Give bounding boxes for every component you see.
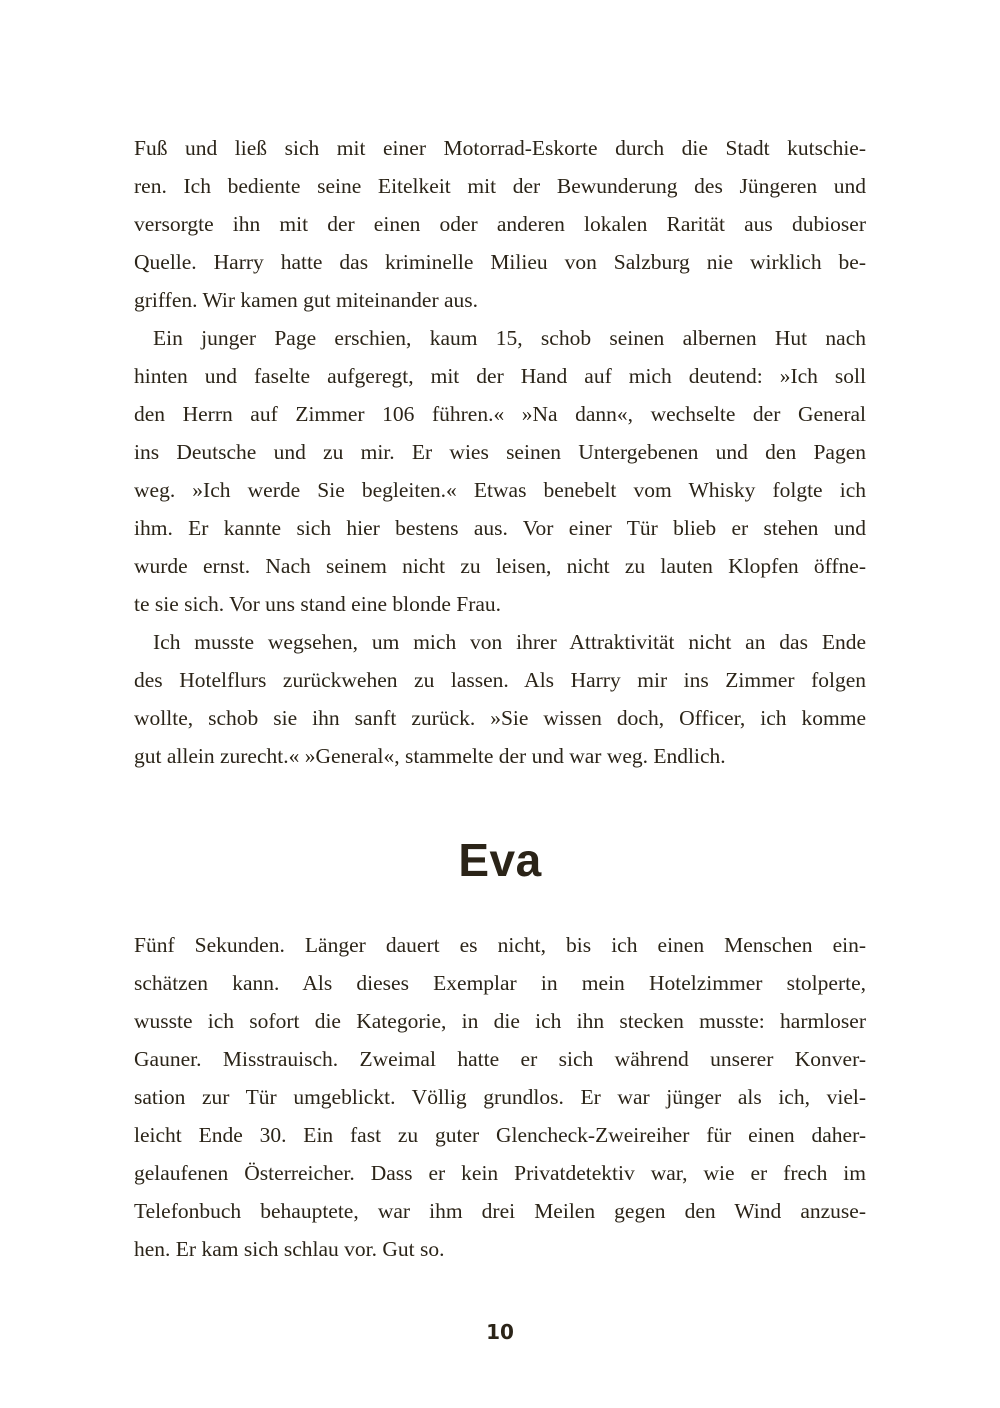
text-line: Fünf Sekunden. Länger dauert es nicht, bis ich einen Menschen ein- xyxy=(134,933,866,957)
text-line: griffen. Wir kamen gut miteinander aus. xyxy=(134,288,479,312)
text-line: Fuß und ließ sich mit einer Motorrad-Eskorte durch die Stadt kutschie- xyxy=(134,136,866,160)
text-line: Quelle. Harry hatte das kriminelle Milieu von Salzburg nie wirklich be- xyxy=(134,250,866,274)
text-line: Ein junger Page erschien, kaum 15, schob seinen albernen Hut nach xyxy=(153,326,866,350)
text-line: gut allein zurecht.« »General«, stammelte der und war weg. Endlich. xyxy=(134,744,726,768)
text-line: wurde ernst. Nach seinem nicht zu leisen, nicht zu lauten Klopfen öffne- xyxy=(134,554,866,578)
text-line: des Hotelflurs zurückwehen zu lassen. Als Harry mir ins Zimmer folgen xyxy=(134,668,866,692)
text-line: te sie sich. Vor uns stand eine blonde Frau. xyxy=(134,592,502,616)
text-line: gelaufenen Österreicher. Dass er kein Privatdetektiv war, wie er frech im xyxy=(134,1161,866,1185)
text-line: versorgte ihn mit der einen oder anderen lokalen Rarität aus dubioser xyxy=(134,212,866,236)
text-line: ins Deutsche und zu mir. Er wies seinen Untergebenen und den Pagen xyxy=(134,440,866,464)
text-line: Telefonbuch behauptete, war ihm drei Meilen gegen den Wind anzuse- xyxy=(134,1199,866,1223)
text-line: leicht Ende 30. Ein fast zu guter Glencheck-Zweireiher für einen daher- xyxy=(134,1123,866,1147)
text-line: Ich musste wegsehen, um mich von ihrer Attraktivität nicht an das Ende xyxy=(153,630,866,654)
text-line: schätzen kann. Als dieses Exemplar in mein Hotelzimmer stolperte, xyxy=(134,971,866,995)
text-line: wollte, schob sie ihn sanft zurück. »Sie wissen doch, Officer, ich komme xyxy=(134,706,866,730)
text-line: ren. Ich bediente seine Eitelkeit mit der Bewunderung des Jüngeren und xyxy=(134,174,866,198)
text-line: Gauner. Misstrauisch. Zweimal hatte er sich während unserer Konver- xyxy=(134,1047,866,1071)
text-line: wusste ich sofort die Kategorie, in die ich ihn stecken musste: harmloser xyxy=(134,1009,866,1033)
text-line: den Herrn auf Zimmer 106 führen.« »Na dann«, wechselte der General xyxy=(134,402,866,426)
text-line: sation zur Tür umgeblickt. Völlig grundlos. Er war jünger als ich, viel- xyxy=(134,1085,866,1109)
chapter-title: Eva xyxy=(458,834,542,886)
text-line: hinten und faselte aufgeregt, mit der Hand auf mich deutend: »Ich soll xyxy=(134,364,866,388)
page-number: 10 xyxy=(486,1320,514,1344)
text-line: hen. Er kam sich schlau vor. Gut so. xyxy=(134,1237,445,1261)
text-line: ihm. Er kannte sich hier bestens aus. Vor einer Tür blieb er stehen und xyxy=(134,516,866,540)
text-line: weg. »Ich werde Sie begleiten.« Etwas benebelt vom Whisky folgte ich xyxy=(134,478,866,502)
